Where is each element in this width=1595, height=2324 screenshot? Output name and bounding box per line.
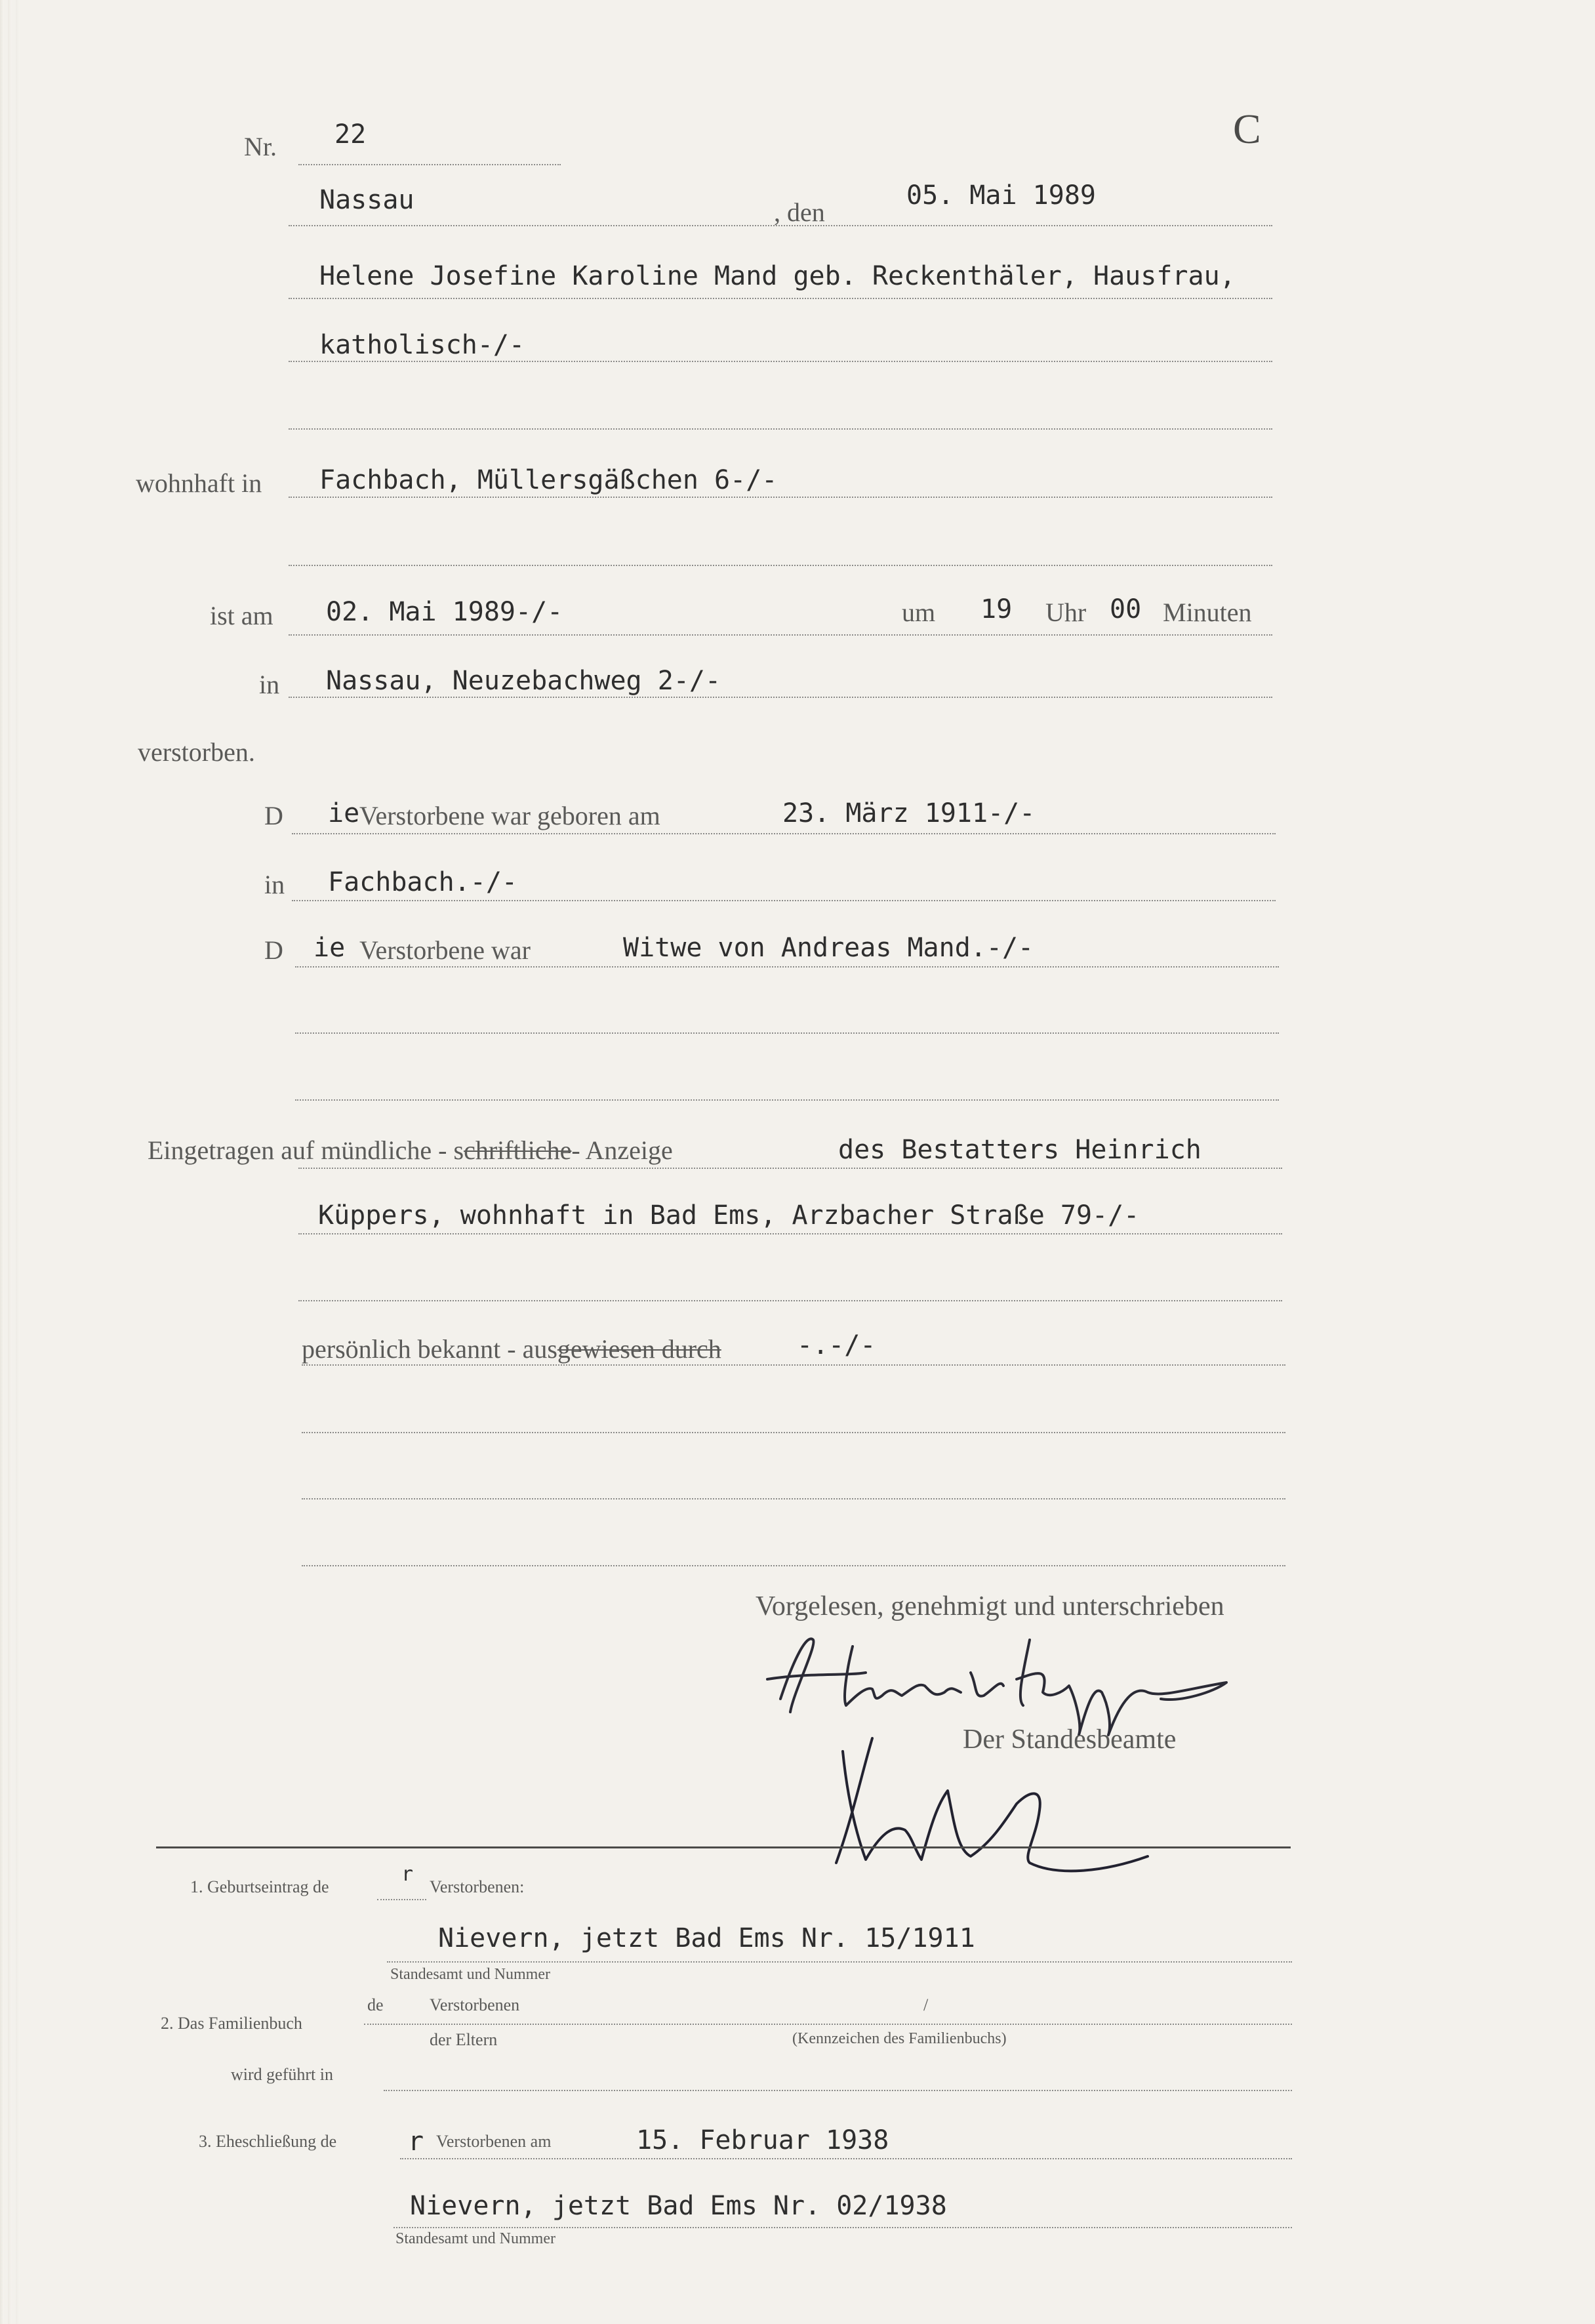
place-date-line bbox=[289, 225, 1272, 226]
death-hour: 19 bbox=[980, 594, 1013, 624]
status-value: Witwe von Andreas Mand.-/- bbox=[623, 933, 1034, 963]
death-place-rule bbox=[289, 697, 1272, 698]
eheschliessung-label: 3. Eheschließung de bbox=[199, 2132, 337, 2151]
nr-value: 22 bbox=[334, 119, 367, 150]
familienbuch-verstorbenen: Verstorbenen bbox=[430, 1995, 520, 2014]
wohnhaft-rule bbox=[289, 497, 1272, 498]
eheschliessung-value-rule bbox=[394, 2227, 1292, 2228]
bekannt-rule bbox=[302, 1364, 1285, 1366]
informant-rule-2 bbox=[298, 1233, 1282, 1234]
blank-rule-7 bbox=[302, 1498, 1285, 1499]
eingetragen-label: Eingetragen auf mündliche - schriftliche- Anzeige bbox=[148, 1135, 673, 1165]
wird-gefuehrt-rule bbox=[384, 2090, 1292, 2091]
blank-rule-8 bbox=[302, 1565, 1285, 1566]
standesbeamte-label: Der Standesbeamte bbox=[963, 1724, 1177, 1755]
birth-date: 23. März 1911-/- bbox=[782, 798, 1036, 828]
death-date-rule bbox=[289, 634, 1272, 636]
ist-am-label: ist am bbox=[210, 601, 273, 630]
uhr-label: Uhr bbox=[1045, 598, 1087, 627]
place-value: Nassau bbox=[319, 185, 414, 215]
wird-gefuehrt-label: wird geführt in bbox=[231, 2065, 333, 2084]
bekannt-value: -.-/- bbox=[797, 1330, 876, 1360]
blank-rule-3 bbox=[295, 1032, 1279, 1034]
death-in-label: in bbox=[259, 670, 280, 699]
informant-rule-1 bbox=[298, 1168, 1282, 1169]
bekannt-label: persönlich bekannt - ausgewiesen durch bbox=[302, 1334, 721, 1364]
standesamt-nummer-caption-2: Standesamt und Nummer bbox=[395, 2230, 555, 2247]
familienbuch-de: de bbox=[367, 1995, 384, 2014]
status-text: Verstorbene war bbox=[359, 935, 531, 965]
eheschliessung-value: Nievern, jetzt Bad Ems Nr. 02/1938 bbox=[410, 2191, 947, 2221]
death-date: 02. Mai 1989-/- bbox=[326, 597, 563, 627]
blank-rule-5 bbox=[298, 1300, 1282, 1301]
standesamt-nummer-caption: Standesamt und Nummer bbox=[390, 1966, 550, 1983]
birth-place: Fachbach.-/- bbox=[328, 867, 517, 897]
deceased-name-line2: katholisch-/- bbox=[319, 330, 525, 360]
kennzeichen-caption: (Kennzeichen des Familienbuchs) bbox=[792, 2030, 1007, 2047]
birth-date-rule bbox=[292, 833, 1276, 834]
eheschliessung-verstorbenen: Verstorbenen am bbox=[436, 2132, 552, 2151]
birth-d-letter: D bbox=[264, 801, 283, 830]
blank-rule-2 bbox=[289, 565, 1272, 566]
geburtseintrag-label: 1. Geburtseintrag de bbox=[190, 1877, 329, 1896]
den-label: , den bbox=[774, 197, 825, 227]
informant-line1: des Bestatters Heinrich bbox=[838, 1135, 1201, 1165]
geburtseintrag-verstorbenen: Verstorbenen: bbox=[430, 1877, 525, 1896]
geburtseintrag-r: r bbox=[401, 1863, 414, 1886]
eheschliessung-rule bbox=[400, 2158, 1292, 2159]
informant-line2: Küppers, wohnhaft in Bad Ems, Arzbacher Straße 79-/- bbox=[318, 1200, 1140, 1231]
ausgewiesen-struck: gewiesen durch bbox=[557, 1334, 721, 1364]
nr-label: Nr. bbox=[244, 132, 277, 161]
eheschliessung-date: 15. Februar 1938 bbox=[636, 2125, 889, 2155]
nr-line bbox=[298, 164, 561, 165]
familienbuch-rule bbox=[364, 2024, 1292, 2025]
wohnhaft-value: Fachbach, Müllersgäßchen 6-/- bbox=[319, 465, 778, 495]
verstorben-label: verstorben. bbox=[138, 737, 255, 767]
name-line1-rule bbox=[289, 298, 1272, 299]
geburtseintrag-value: Nievern, jetzt Bad Ems Nr. 15/1911 bbox=[438, 1923, 975, 1953]
status-d-letter: D bbox=[264, 935, 283, 965]
death-place: Nassau, Neuzebachweg 2-/- bbox=[326, 666, 721, 696]
wohnhaft-label: wohnhaft in bbox=[136, 468, 262, 498]
death-minutes: 00 bbox=[1110, 594, 1142, 624]
eheschliessung-r: r bbox=[408, 2127, 424, 2157]
informant-signature bbox=[754, 1620, 1253, 1738]
official-signature bbox=[807, 1724, 1177, 1876]
familienbuch-label: 2. Das Familienbuch bbox=[161, 2014, 302, 2033]
vorgelesen-text: Vorgelesen, genehmigt und unterschrieben bbox=[756, 1591, 1224, 1621]
register-letter: C bbox=[1233, 106, 1261, 152]
der-eltern-label: der Eltern bbox=[430, 2030, 498, 2049]
birth-text: Verstorbene war geboren am bbox=[359, 801, 660, 830]
footer-divider bbox=[156, 1846, 1291, 1848]
status-ie: ie bbox=[313, 933, 346, 963]
birth-in-label: in bbox=[264, 870, 285, 899]
blank-rule-4 bbox=[295, 1099, 1279, 1101]
schriftliche-struck: chriftliche bbox=[464, 1135, 572, 1165]
geburtseintrag-rule bbox=[387, 1961, 1292, 1963]
status-rule bbox=[295, 966, 1279, 968]
minuten-label: Minuten bbox=[1163, 598, 1252, 627]
um-label: um bbox=[902, 598, 936, 627]
de-r-rule bbox=[377, 1899, 426, 1900]
blank-rule-1 bbox=[289, 428, 1272, 430]
registration-date: 05. Mai 1989 bbox=[906, 180, 1096, 211]
name-line2-rule bbox=[289, 361, 1272, 362]
deceased-name-line1: Helene Josefine Karoline Mand geb. Reckenthäler, Hausfrau, bbox=[319, 261, 1236, 291]
familienbuch-slash: / bbox=[923, 1995, 929, 2014]
birth-ie: ie bbox=[328, 798, 360, 828]
blank-rule-6 bbox=[302, 1432, 1285, 1433]
birth-place-rule bbox=[292, 900, 1276, 901]
